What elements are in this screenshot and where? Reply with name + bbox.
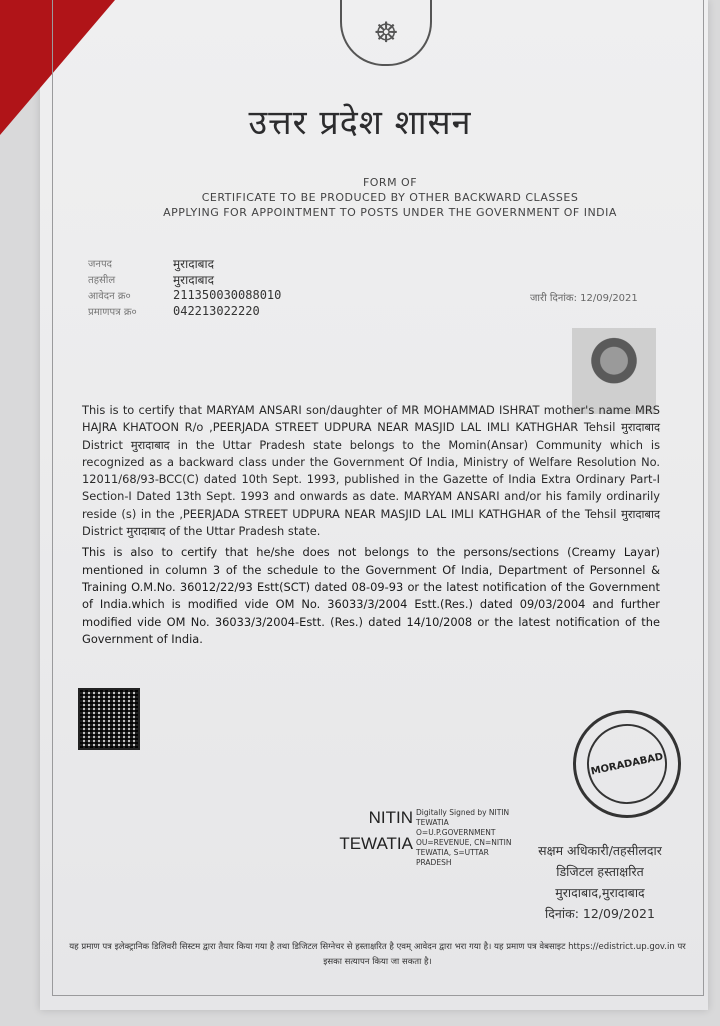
tehsil-label: तहसील [88, 275, 116, 286]
seal-text: MORADABAD [580, 717, 675, 812]
certificate-paragraph-2: This is also to certify that he/she does not belongs to the persons/sections (Creamy Layar) mentioned in column 3 of the schedule to the Government Of India, Department of Personnel & Training O.M.No. 36012/22/93 Estt(SCT) dated 08-09-93 or the latest notification of the Government of India.which is modified vide OM No. 36033/3/2004 Estt.(Res.) dated 09/03/2004 and further modified vide OM No. 36033/3/2004-Estt. (Res.) dated 14/10/2008 or the latest notification of the Government of India. [82, 545, 660, 646]
tehsil-value: मुरादाबाद [173, 272, 215, 287]
officer-block [520, 840, 680, 924]
application-number: 211350030088010 [173, 288, 282, 302]
certificate-paragraph-1: This is to certify that MARYAM ANSARI son/daughter of MR MOHAMMAD ISHRAT mother's name MRS HAJRA KHATOON R/o ,PEERJADA STREET UDPURA NEAR MASJID LAL IMLI KATHGHAR Tehsil मुरादाबाद District मुरादाबाद in the Uttar Pradesh state belongs to the Momin(Ansar) Community which is recognized as a backward class under the Government Of India, Ministry of Welfare Resolution No. 12011/68/93-BCC(C) dated 10th Sept. 1993, published in the Gazette of India Extra Ordinary Part-I Section-I Dated 13th Sept. 1993 and onwards as date. MARYAM ANSARI and/or his family ordinarily reside (s) in the ,PEERJADA STREET UDPURA NEAR MASJID LAL IMLI KATHGHAR of the Tehsil मुरादाबाद District मुरादाबाद of the Uttar Pradesh state. [82, 403, 660, 539]
page-title: उत्तर प्रदेश शासन [248, 103, 472, 143]
verification-footer: यह प्रमाण पत्र इलेक्ट्रानिक डिलिवरी सिस्टम द्वारा तैयार किया गया है तथा डिजिटल सिग्नेचर से हस्ताक्षरित है एवम् आवेदन द्वारा भरा गया है। यह प्रमाण पत्र वेबसाइट https://edistrict.up.gov.in पर इसका सत्यापन किया जा सकता है। [69, 942, 686, 967]
district-value: मुरादाबाद [173, 256, 215, 271]
issue-date: जारी दिनांक: 12/09/2021 [530, 293, 638, 304]
officer-location: मुरादाबाद,मुरादाबाद [555, 885, 645, 900]
certificate-number: 042213022220 [173, 304, 260, 318]
certificate-body [82, 402, 660, 652]
up-emblem-icon: ☸ [340, 0, 432, 66]
application-row [88, 287, 281, 303]
certificate-meta [88, 255, 281, 319]
certificate-row [88, 303, 281, 319]
signatory-last-name: TEWATIA [339, 834, 413, 853]
form-title-line1: FORM OF [362, 176, 418, 189]
district-label: जनपद [88, 259, 112, 270]
official-seal [573, 710, 681, 818]
form-title-line2: CERTIFICATE TO BE PRODUCED BY OTHER BACKWARD CLASSES [201, 191, 579, 204]
signatory-name [318, 805, 413, 857]
application-label: आवेदन क्र० [88, 291, 131, 302]
digital-signature-details: Digitally Signed by NITIN TEWATIA O=U.P.GOVERNMENT OU=REVENUE, CN=NITIN TEWATIA, S=UTTAR PRADESH [416, 808, 512, 867]
district-row [88, 255, 281, 271]
form-title-line3: APPLYING FOR APPOINTMENT TO POSTS UNDER THE GOVERNMENT OF INDIA [163, 206, 617, 219]
qr-code [78, 688, 140, 750]
signatory-first-name: NITIN [368, 808, 413, 827]
officer-digital-sign: डिजिटल हस्ताक्षरित [556, 864, 644, 879]
officer-designation: सक्षम अधिकारी/तहसीलदार [538, 843, 662, 858]
officer-date: दिनांक: 12/09/2021 [545, 906, 655, 921]
tehsil-row [88, 271, 281, 287]
certificate-label: प्रमाणपत्र क्र० [88, 307, 137, 318]
